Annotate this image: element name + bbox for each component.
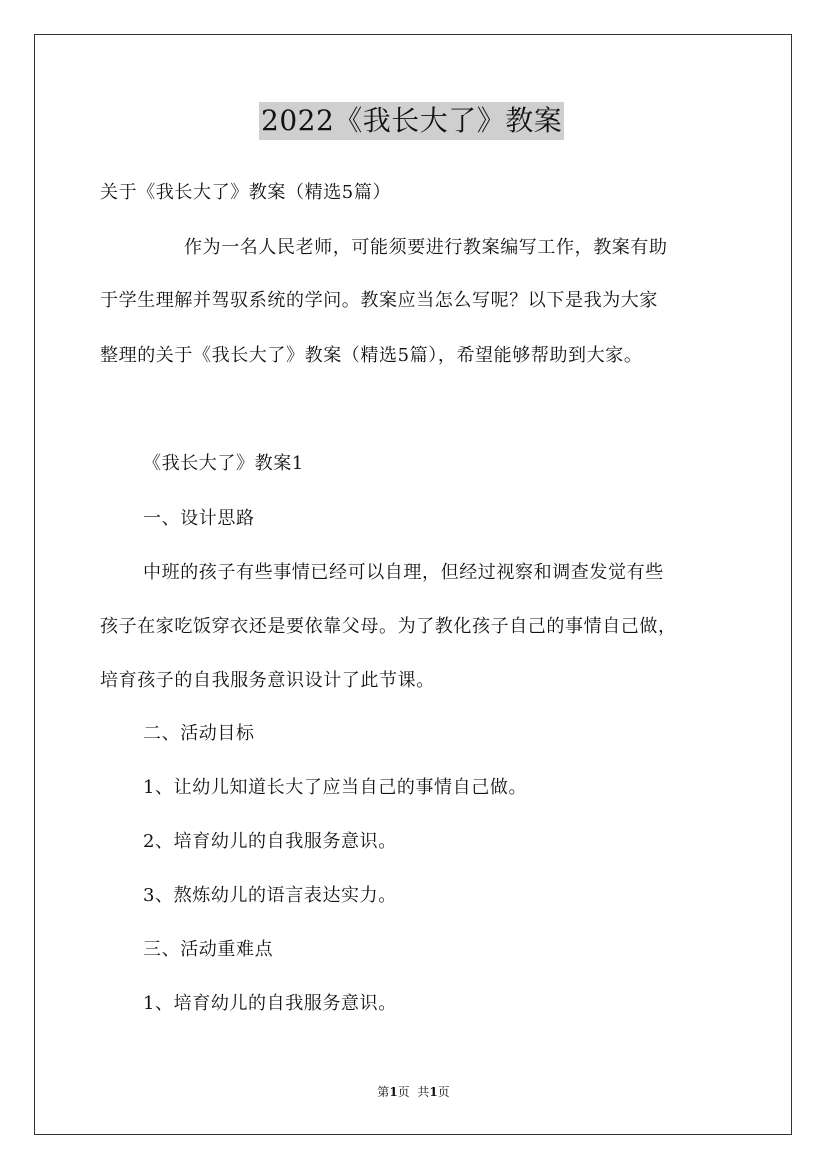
footer-page-number: 1 bbox=[389, 1085, 398, 1099]
intro-line-3: 整理的关于《我长大了》教案（精选5篇），希望能够帮助到大家。 bbox=[100, 345, 643, 366]
heading-design-idea: 一、设计思路 bbox=[143, 508, 255, 529]
goal-item-1: 1、让幼儿知道长大了应当自己的事情自己做。 bbox=[143, 777, 528, 798]
key-point-item-1: 1、培育幼儿的自我服务意识。 bbox=[143, 993, 397, 1014]
goal-item-2: 2、培育幼儿的自我服务意识。 bbox=[143, 831, 397, 852]
heading-activity-goals: 二、活动目标 bbox=[143, 723, 255, 744]
footer-suffix: 页 bbox=[437, 1085, 450, 1099]
page-footer bbox=[0, 1084, 827, 1100]
intro-line-1: 作为一名人民老师，可能须要进行教案编写工作，教案有助 bbox=[184, 237, 668, 258]
footer-mid: 页 共 bbox=[397, 1085, 430, 1099]
paragraph-line-1: 中班的孩子有些事情已经可以自理，但经过视察和调查发觉有些 bbox=[143, 562, 664, 583]
section-heading: 《我长大了》教案1 bbox=[143, 453, 304, 474]
intro-line-2: 于学生理解并驾驭系统的学问。教案应当怎么写呢？以下是我为大家 bbox=[100, 290, 658, 311]
document-subtitle: 关于《我长大了》教案（精选5篇） bbox=[100, 182, 392, 203]
paragraph-line-3: 培育孩子的自我服务意识设计了此节课。 bbox=[100, 670, 435, 691]
footer-total-pages: 1 bbox=[429, 1085, 438, 1099]
document-title: 2022《我长大了》教案 bbox=[259, 102, 564, 140]
paragraph-line-2: 孩子在家吃饭穿衣还是要依靠父母。为了教化孩子自己的事情自己做， bbox=[100, 616, 677, 637]
goal-item-3: 3、熬炼幼儿的语言表达实力。 bbox=[143, 885, 397, 906]
heading-key-points: 三、活动重难点 bbox=[143, 939, 274, 960]
footer-prefix: 第 bbox=[377, 1085, 390, 1099]
